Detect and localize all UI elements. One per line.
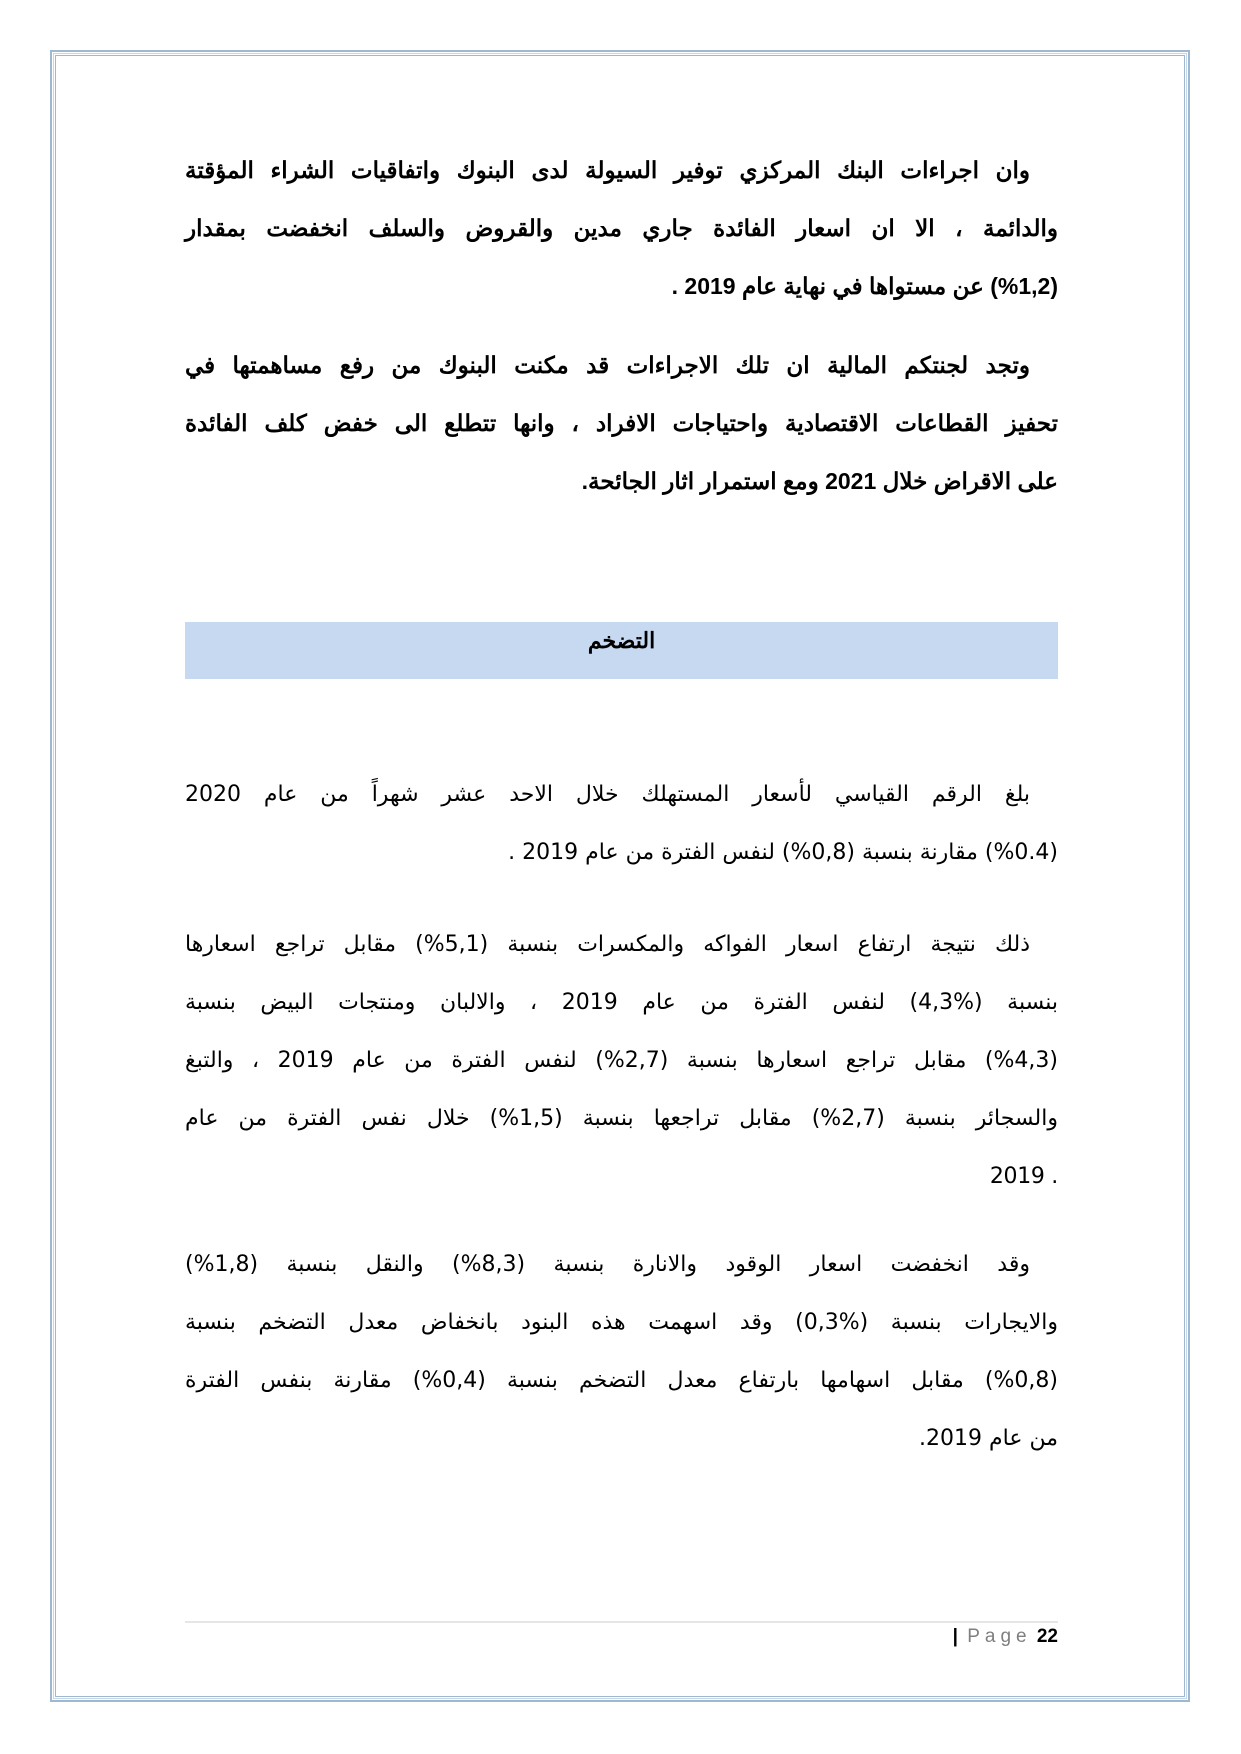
paragraph-line: (%4,3) مقابل تراجع اسعارها بنسبة (2,7%) لنفس الفترة من عام 2019 ، والتبغ xyxy=(185,1048,1059,1073)
paragraph-line: بلغ الرقم القياسي لأسعار المستهلك خلال الاحد عشر شهراً من عام 2020 xyxy=(185,782,1030,807)
paragraph-line: (%0,8) مقابل اسهامها بارتفاع معدل التضخم بنسبة (0,4%) مقارنة بنفس الفترة xyxy=(185,1368,1058,1393)
paragraph-line: والسجائر بنسبة (2,7%) مقابل تراجعها بنسبة (1,5%) خلال نفس الفترة من عام xyxy=(185,1106,1059,1131)
paragraph-line: . 2019 xyxy=(989,1164,1058,1189)
paragraph-line: وتجد لجنتكم المالية ان تلك الاجراءات قد مكنت البنوك من رفع مساهمتها في xyxy=(185,352,1030,378)
bold-paragraph-1 xyxy=(185,141,1058,315)
footer-divider xyxy=(185,1621,1058,1623)
regular-paragraph-3 xyxy=(185,1236,1058,1468)
paragraph-line: من عام 2019. xyxy=(919,1426,1058,1451)
section-header-band xyxy=(185,622,1058,679)
section-title: التضخم xyxy=(587,628,656,654)
page-number: 22 xyxy=(1036,1626,1058,1647)
bold-paragraph-2 xyxy=(185,336,1058,510)
paragraph-line: (%0.4) مقارنة بنسبة (0,8%) لنفس الفترة من عام 2019 . xyxy=(508,840,1058,865)
paragraph-line: وقد انخفضت اسعار الوقود والانارة بنسبة (8,3%) والنقل بنسبة (1,8%) xyxy=(185,1252,1030,1277)
paragraph-line: (%1,2) عن مستواها في نهاية عام 2019 . xyxy=(671,273,1058,299)
footer-page-label: Page xyxy=(967,1626,1032,1647)
paragraph-line: بنسبة (%4,3) لنفس الفترة من عام 2019 ، والالبان ومنتجات البيض بنسبة xyxy=(185,990,1058,1015)
paragraph-line: ذلك نتيجة ارتفاع اسعار الفواكه والمكسرات بنسبة (5,1%) مقابل تراجع اسعارها xyxy=(185,932,1031,957)
page-footer xyxy=(900,1626,1058,1648)
paragraph-line: والايجارات بنسبة (%0,3) وقد اسهمت هذه البنود بانخفاض معدل التضخم بنسبة xyxy=(185,1310,1058,1335)
footer-separator: | xyxy=(952,1626,958,1647)
paragraph-line: على الاقراض خلال 2021 ومع استمرار اثار الجائحة. xyxy=(581,468,1058,494)
regular-paragraph-1 xyxy=(185,766,1058,882)
paragraph-line: تحفيز القطاعات الاقتصادية واحتياجات الافراد ، وانها تتطلع الى خفض كلف الفائدة xyxy=(185,410,1058,436)
paragraph-line: والدائمة ، الا ان اسعار الفائدة جاري مدين والقروض والسلف انخفضت بمقدار xyxy=(185,215,1058,241)
paragraph-line: وان اجراءات البنك المركزي توفير السيولة لدى البنوك واتفاقيات الشراء المؤقتة xyxy=(185,157,1030,183)
regular-paragraph-2 xyxy=(185,916,1058,1206)
